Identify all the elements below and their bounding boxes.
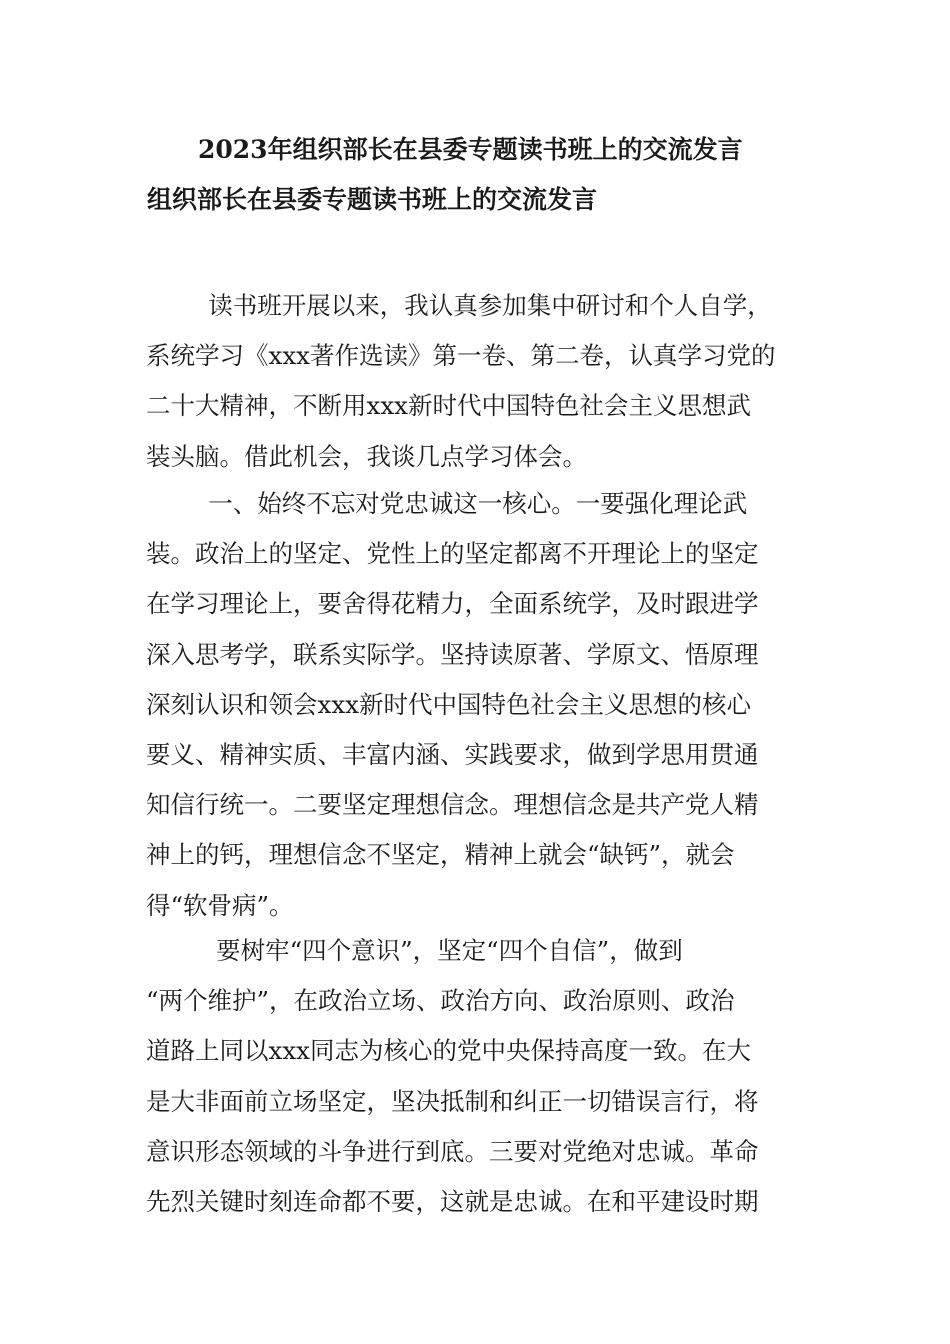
- paragraph-line: 得“软骨病”。: [146, 890, 294, 920]
- paragraph-line: 道路上同以xxx同志为核心的党中央保持高度一致。在大: [146, 1036, 751, 1066]
- paragraph-line: 要义、精神实质、丰富内涵、实践要求，做到学思用贯通: [146, 739, 759, 769]
- paragraph-line: 读书班开展以来，我认真参加集中研讨和个人自学，: [146, 291, 772, 320]
- paragraph-line: 是大非面前立场坚定，坚决抵制和纠正一切错误言行，将: [146, 1086, 759, 1116]
- paragraph-line: “两个维护”，在政治立场、政治方向、政治原则、政治: [146, 986, 735, 1016]
- paragraph-1: [146, 281, 816, 482]
- document-subtitle: 组织部长在县委专题读书班上的交流发言: [147, 185, 598, 214]
- paragraph-line: 装头脑。借此机会，我谈几点学习体会。: [146, 441, 587, 471]
- paragraph-line: 深入思考学，联系实际学。坚持读原著、学原文、悟原理: [146, 639, 759, 669]
- paragraph-line: 装。政治上的坚定、党性上的坚定都离不开理论上的坚定: [146, 539, 759, 569]
- paragraph-line: 意识形态领域的斗争进行到底。三要对党绝对忠诚。革命: [146, 1136, 759, 1166]
- paragraph-line: 先烈关键时刻连命都不要，这就是忠诚。在和平建设时期: [146, 1186, 759, 1216]
- paragraph-line: 要树牢“四个意识”，坚定“四个自信”，做到: [146, 936, 683, 965]
- paragraph-line: 一、始终不忘对党忠诚这一核心。一要强化理论武: [146, 489, 748, 518]
- paragraph-line: 在学习理论上，要舍得花精力，全面系统学，及时跟进学: [146, 589, 759, 619]
- paragraph-line: 知信行统一。二要坚定理想信念。理想信念是共产党人精: [146, 790, 759, 820]
- paragraph-2: [146, 479, 816, 931]
- paragraph-3: [146, 926, 816, 1227]
- paragraph-line: 深刻认识和领会xxx新时代中国特色社会主义思想的核心: [146, 689, 751, 719]
- paragraph-line: 二十大精神，不断用xxx新时代中国特色社会主义思想武: [146, 391, 751, 421]
- paragraph-line: 神上的钙，理想信念不坚定，精神上就会“缺钙”，就会: [146, 840, 735, 870]
- paragraph-line: 系统学习《xxx著作选读》第一卷、第二卷，认真学习党的: [146, 341, 776, 371]
- document-title: 2023年组织部长在县委专题读书班上的交流发言: [198, 135, 743, 164]
